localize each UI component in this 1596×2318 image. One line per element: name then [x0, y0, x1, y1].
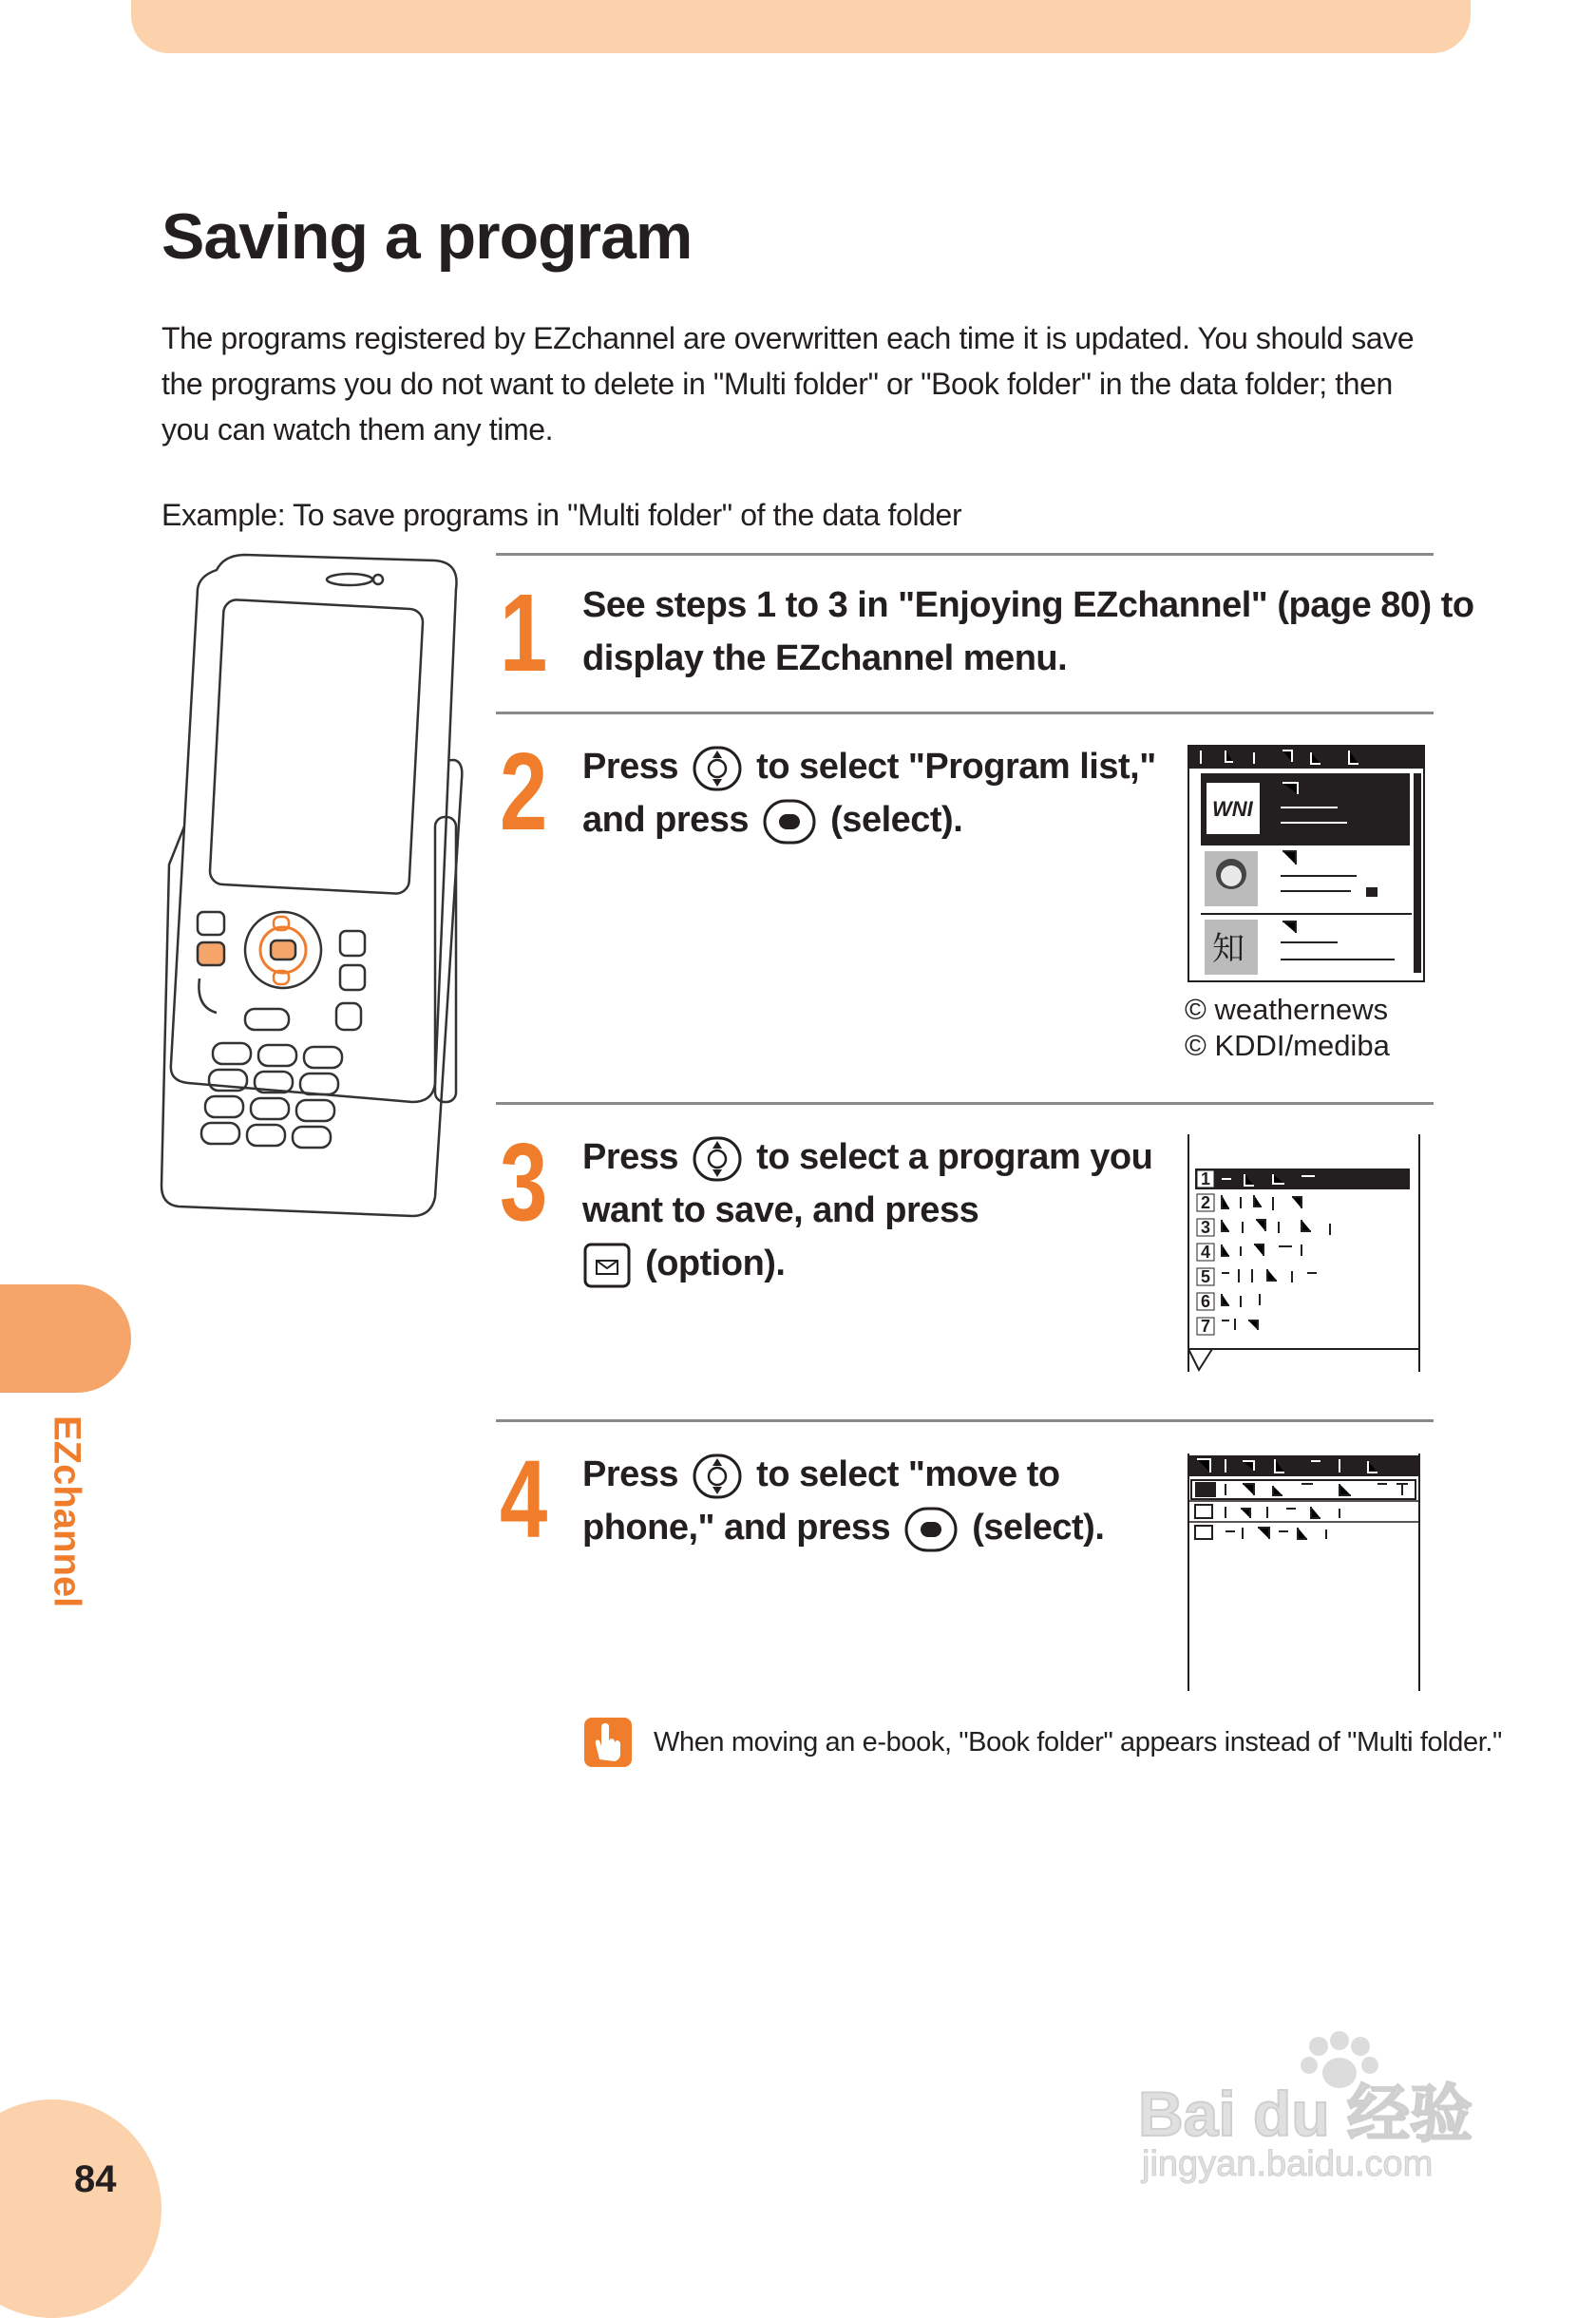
step-2-instruction [582, 740, 1156, 846]
row-number: 7 [1201, 1317, 1211, 1336]
mail-key-icon [582, 1242, 632, 1289]
row-number: 6 [1201, 1292, 1211, 1311]
step-number: 2 [500, 730, 548, 853]
row-number: 4 [1201, 1243, 1211, 1262]
note-text: When moving an e-book, "Book folder" appears instead of "Multi folder." [654, 1727, 1502, 1758]
example-caption: Example: To save programs in "Multi folder" of the data folder [162, 498, 962, 532]
page-number: 84 [74, 2158, 117, 2200]
page-title: Saving a program [162, 200, 693, 273]
step-4-action: to select "move to [756, 1454, 1060, 1494]
step-3-line2: want to save, and press [582, 1190, 979, 1230]
wni-logo: WNI [1212, 797, 1253, 821]
baidu-watermark [1129, 2024, 1509, 2185]
step-4-select: (select). [972, 1508, 1105, 1548]
center-key-icon [903, 1506, 959, 1553]
program-list-screen [1188, 745, 1425, 982]
program-selection-screen [1188, 1134, 1425, 1372]
step-number: 4 [500, 1437, 548, 1561]
navigation-key-icon [692, 1135, 743, 1183]
step-divider [496, 553, 1434, 556]
step-1-line1: See steps 1 to 3 in "Enjoying EZchannel" (page 80) to [582, 585, 1474, 625]
step-2-line2: and press [582, 800, 750, 840]
section-label: EZchannel [46, 1416, 88, 1608]
step-3-option: (option). [645, 1244, 786, 1283]
watermark-url: jingyan.baidu.com [1142, 2144, 1434, 2184]
step-2-select: (select). [830, 800, 963, 840]
navigation-key-icon [692, 1453, 743, 1500]
watermark-brand: Bai du 经验 [1138, 2079, 1473, 2149]
step-3-instruction [582, 1130, 1152, 1290]
step-4-press: Press [582, 1454, 679, 1494]
phone-illustration [150, 551, 473, 1244]
step-number: 1 [500, 571, 548, 694]
page-number-badge [0, 2100, 162, 2318]
header-band [131, 0, 1471, 53]
step-number: 3 [500, 1120, 548, 1244]
step-3-action: to select a program you [756, 1137, 1153, 1177]
hand-pointer-icon [582, 1716, 634, 1769]
step-1-instruction [582, 579, 1474, 685]
copyright-credits [1185, 992, 1390, 1064]
kanji-icon: 知 [1212, 930, 1244, 968]
credit-line: © weathernews [1185, 993, 1389, 1026]
row-number: 2 [1201, 1193, 1211, 1212]
step-divider [496, 712, 1434, 714]
section-tab [0, 1284, 131, 1393]
folder-menu-screen [1188, 1454, 1425, 1691]
row-number: 1 [1201, 1169, 1211, 1188]
step-4-instruction [582, 1448, 1104, 1554]
intro-paragraph: The programs registered by EZchannel are overwritten each time it is updated. You should save the programs you do not want to delete in "Multi folder" or "Book folder" in the data folder; then you can watch them any time. [162, 321, 1415, 446]
row-number: 3 [1201, 1218, 1211, 1237]
step-divider [496, 1102, 1434, 1105]
step-1-line2: display the EZchannel menu. [582, 638, 1068, 678]
step-2-press: Press [582, 747, 679, 787]
step-3-press: Press [582, 1137, 679, 1177]
step-4-line2: phone," and press [582, 1508, 891, 1548]
center-key-icon [762, 798, 817, 846]
credit-line: © KDDI/mediba [1185, 1029, 1390, 1062]
step-2-action: to select "Program list," [756, 747, 1156, 787]
row-number: 5 [1201, 1267, 1211, 1286]
navigation-key-icon [692, 745, 743, 792]
step-divider [496, 1419, 1434, 1422]
